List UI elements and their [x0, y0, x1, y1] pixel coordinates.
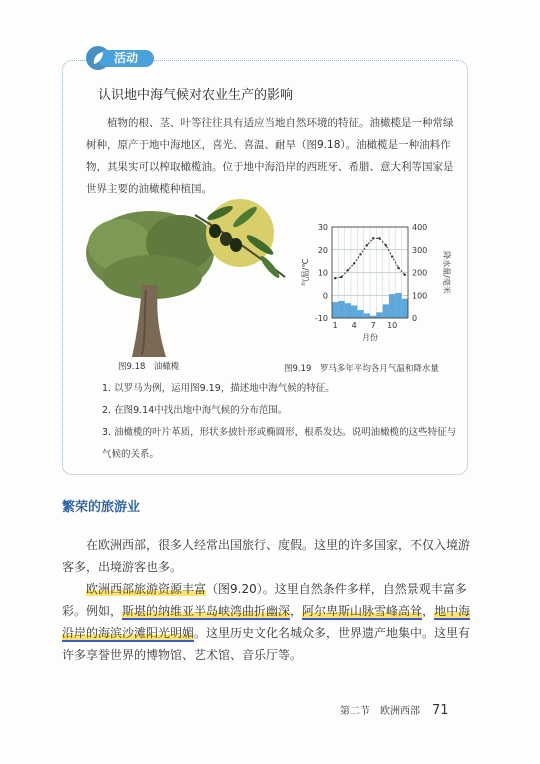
chart-bar-precipitation [357, 310, 363, 318]
chart-bar-precipitation [338, 301, 344, 318]
page-number: 71 [432, 703, 449, 718]
olive-branch-illustration [190, 195, 290, 285]
chart-point-temperature [366, 244, 368, 246]
chart-point-temperature [372, 237, 374, 239]
chart-point-temperature [404, 274, 406, 276]
question-3: 3. 油橄榄的叶片革质，形状多披针形或椭圆形，根系发达。说明油橄榄的这些特征与气候的关系。 [102, 427, 457, 460]
section-paragraph-2 [62, 578, 472, 666]
chart-bar-precipitation [364, 313, 370, 318]
section-heading: 繁荣的旅游业 [62, 500, 141, 515]
activity-paragraph: 植物的根、茎、叶等往往具有适应当地自然环境的特征。油橄榄是一种常绿树种，原产于地中海地区，喜光、喜温、耐旱（图9.18）。油橄榄是一种油料作物，其果实可以榨取橄榄油。位于地中海沿岸的西班牙、希腊、意大利等国家是世界主要的油橄榄种植国。 [86, 117, 454, 195]
chart-point-temperature [353, 262, 355, 264]
chart-point-temperature [340, 276, 342, 278]
chart-bar-precipitation [402, 299, 408, 318]
highlight-alps: 阿尔卑斯山脉雪峰高耸 [302, 604, 423, 618]
paragraph-2-text-d: ， [290, 604, 303, 618]
chart-x-tick-label: 10 [387, 321, 398, 330]
chart-x-tick-label: 1 [332, 321, 338, 330]
chart-bar-precipitation [351, 305, 357, 318]
chart-point-temperature [334, 277, 336, 279]
badge-label: 活动 [98, 50, 154, 67]
activity-badge [86, 46, 162, 70]
paragraph-2-text-f: ， [422, 604, 435, 618]
chart-y-axis-label: 气温/℃ [301, 258, 310, 287]
chart-point-temperature [391, 255, 393, 257]
highlight-tourism-resources: 欧洲西部旅游资源丰富 [86, 582, 207, 596]
chart-y-tick-label: 10 [317, 268, 328, 278]
chart-point-temperature [347, 269, 349, 271]
page-footer [340, 702, 449, 718]
chart-point-temperature [385, 244, 387, 246]
paragraph-2-text-b: （图9.20）。这里自然条件多样，自然景观丰富多彩。例如， [62, 582, 467, 618]
activity-title: 认识地中海气候对农业生产的影响 [98, 88, 294, 103]
highlight-mediterranean-beaches: 地中海沿岸的海滨沙滩阳光明媚 [62, 604, 471, 640]
chart-y-tick-label: -10 [314, 314, 328, 323]
section-paragraph-1 [62, 534, 472, 578]
fig19-caption: 图9.19 罗马多年平均各月气温和降水量 [284, 364, 439, 374]
chart-point-temperature [378, 237, 380, 239]
chart-y-tick-label: 20 [317, 245, 328, 255]
climate-chart [300, 215, 450, 350]
chart-point-temperature [359, 253, 361, 255]
chart-x-axis-label: 月份 [362, 333, 378, 342]
chart-point-temperature [397, 267, 399, 269]
chart-bar-precipitation [395, 293, 401, 318]
paragraph-1-text: 在欧洲西部，很多人经常出国旅行、度假。这里的许多国家，不仅入境游客多，出境游客也多。 [62, 538, 471, 574]
chart-bar-precipitation [376, 312, 382, 318]
chart-y2-tick-label: 300 [412, 245, 428, 255]
question-2: 2. 在图9.14中找出地中海气候的分布范围。 [102, 405, 288, 416]
fig18-caption: 图9.18 油橄榄 [118, 362, 180, 372]
chart-y-tick-label: 0 [322, 291, 328, 301]
chart-x-tick-label: 4 [351, 321, 357, 330]
chart-y2-tick-label: 200 [412, 268, 428, 278]
chart-x-tick-label: 7 [370, 321, 376, 330]
chart-y2-axis-label: 降水量/毫米 [442, 251, 451, 294]
paragraph-2-text-h: 。这里历史文化名城众多，世界遗产地集中。这里有许多享誉世界的博物馆、艺术馆、音乐厅等。 [62, 626, 471, 662]
chart-y2-tick-label: 0 [412, 314, 418, 323]
chart-y2-tick-label: 100 [412, 291, 428, 301]
highlight-fjords: 斯堪的纳维亚半岛峡湾曲折幽深 [122, 604, 291, 618]
chart-bar-precipitation [332, 302, 338, 318]
chart-bar-precipitation [389, 294, 395, 318]
leaf-icon [91, 50, 105, 66]
chart-bar-precipitation [345, 303, 351, 318]
chart-y-tick-label: 30 [317, 223, 328, 232]
footer-section-label: 第二节 欧洲西部 [340, 706, 420, 717]
chart-bar-precipitation [383, 304, 389, 318]
chart-y2-tick-label: 400 [412, 223, 428, 232]
question-1: 1. 以罗马为例，运用图9.19，描述地中海气候的特征。 [102, 383, 335, 394]
